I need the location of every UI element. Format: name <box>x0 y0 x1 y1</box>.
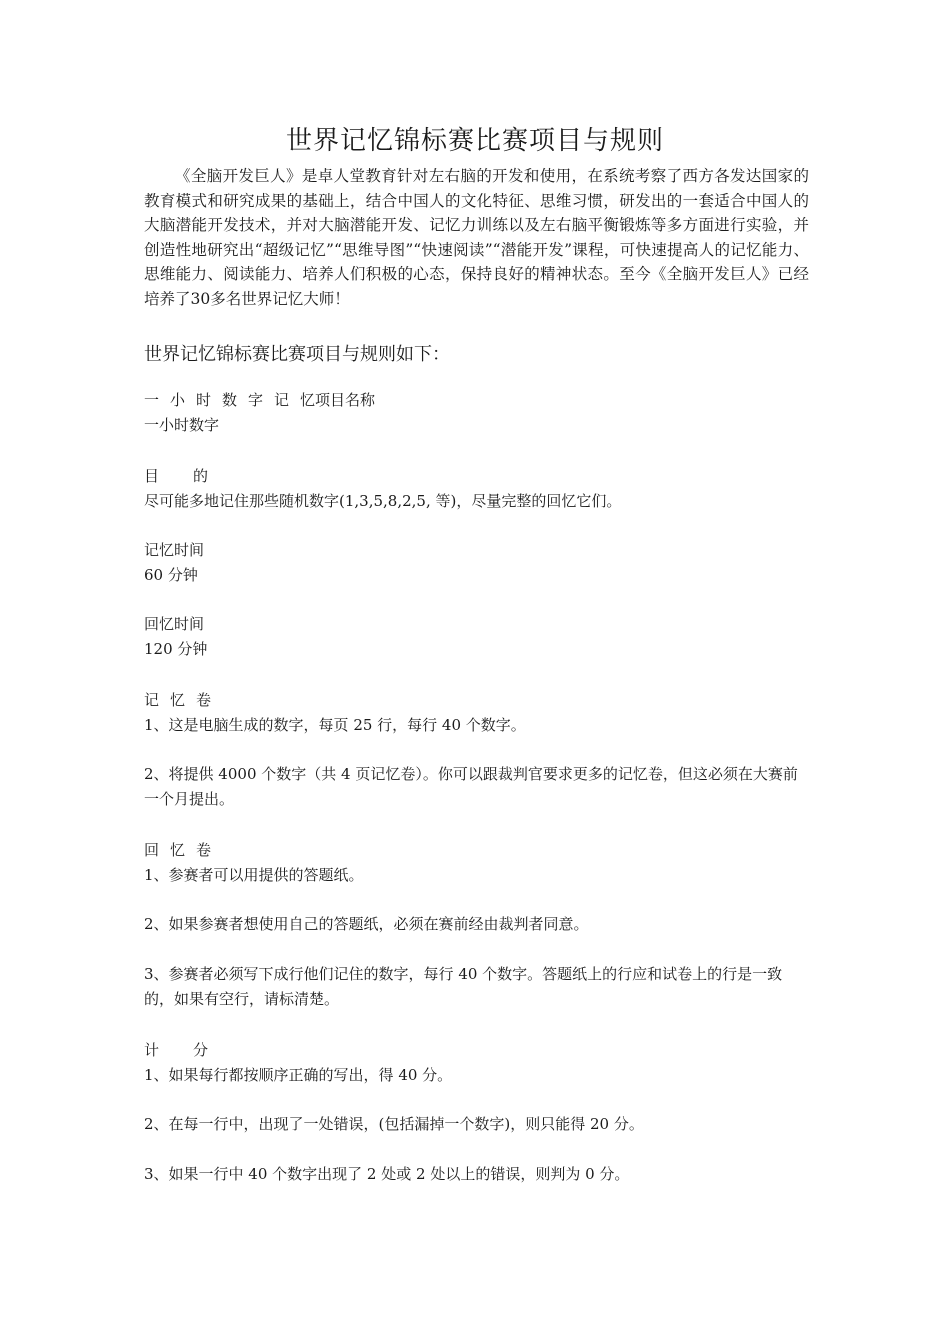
recall-paper-item-1: 1、参赛者可以用提供的答题纸。 <box>144 866 364 884</box>
recall-paper-item-2: 2、如果参赛者想使用自己的答题纸，必须在赛前经由裁判者同意。 <box>144 915 589 933</box>
purpose-section <box>144 464 809 514</box>
scoring-section <box>144 1038 809 1088</box>
recall-paper-item-3: 3、参赛者必须写下成行他们记住的数字，每行 40 个数字。答题纸上的行应和试卷上的行是一致的，如果有空行，请标清楚。 <box>144 965 783 1008</box>
recall-paper-section <box>144 838 809 888</box>
memory-paper-heading: 记忆卷 <box>144 691 223 709</box>
memory-paper-item-2: 2、将提供 4000 个数字（共 4 页记忆卷）。你可以跟裁判官要求更多的记忆卷，但这必须在大赛前一个月提出。 <box>144 765 798 808</box>
purpose-heading: 目的 <box>144 467 243 485</box>
scoring-item-3-block <box>144 1162 809 1187</box>
recall-paper-item-2-block <box>144 912 809 937</box>
memorize-time-value: 60 分钟 <box>144 566 198 584</box>
event-value: 一小时数字 <box>144 416 220 434</box>
rules-subheading: 世界记忆锦标赛比赛项目与规则如下： <box>144 344 450 365</box>
memory-paper-item-1: 1、这是电脑生成的数字，每页 25 行，每行 40 个数字。 <box>144 716 526 734</box>
intro-paragraph <box>144 164 809 311</box>
memorize-time-heading: 记忆时间 <box>144 541 205 559</box>
scoring-item-1: 1、如果每行都按顺序正确的写出，得 40 分。 <box>144 1066 453 1084</box>
recall-time-value: 120 分钟 <box>144 640 208 658</box>
recall-time-section <box>144 612 809 662</box>
event-heading-spaced: 一小时数字记 <box>144 391 301 409</box>
document-title: 世界记忆锦标赛比赛项目与规则 <box>285 126 664 156</box>
scoring-heading: 计分 <box>144 1041 243 1059</box>
purpose-text: 尽可能多地记住那些随机数字(1,3,5,8,2,5, 等)，尽量完整的回忆它们。 <box>144 492 622 510</box>
memory-paper-section <box>144 688 809 738</box>
memorize-time-section <box>144 538 809 588</box>
event-heading-rest: 忆项目名称 <box>300 391 376 409</box>
memory-paper-item-2-block <box>144 762 809 812</box>
recall-time-heading: 回忆时间 <box>144 615 205 633</box>
recall-paper-heading: 回忆卷 <box>144 841 223 859</box>
event-heading <box>144 388 809 413</box>
scoring-item-2-block <box>144 1112 809 1137</box>
scoring-item-3: 3、如果一行中 40 个数字出现了 2 处或 2 处以上的错误，则判为 0 分。 <box>144 1165 630 1183</box>
intro-text: 《全脑开发巨人》是卓人堂教育针对左右脑的开发和使用，在系统考察了西方各发达国家的教育模式和研究成果的基础上，结合中国人的文化特征、思维习惯，研发出的一套适合中国人的大脑潜能开发技术，并对大脑潜能开发、记忆力训练以及左右脑平衡锻炼等多方面进行实验，并创造性地研究出“超级记忆”“思维导图”“快速阅读”“潜能开发”课程，可快速提高人的记忆能力、思维能力、阅读能力、培养人们积极的心态，保持良好的精神状态。至今《全脑开发巨人》已经培养了30多名世界记忆大师！ <box>144 167 809 308</box>
event-section <box>144 388 809 438</box>
recall-paper-item-3-block <box>144 962 809 1012</box>
scoring-item-2: 2、在每一行中，出现了一处错误，(包括漏掉一个数字)，则只能得 20 分。 <box>144 1115 644 1133</box>
